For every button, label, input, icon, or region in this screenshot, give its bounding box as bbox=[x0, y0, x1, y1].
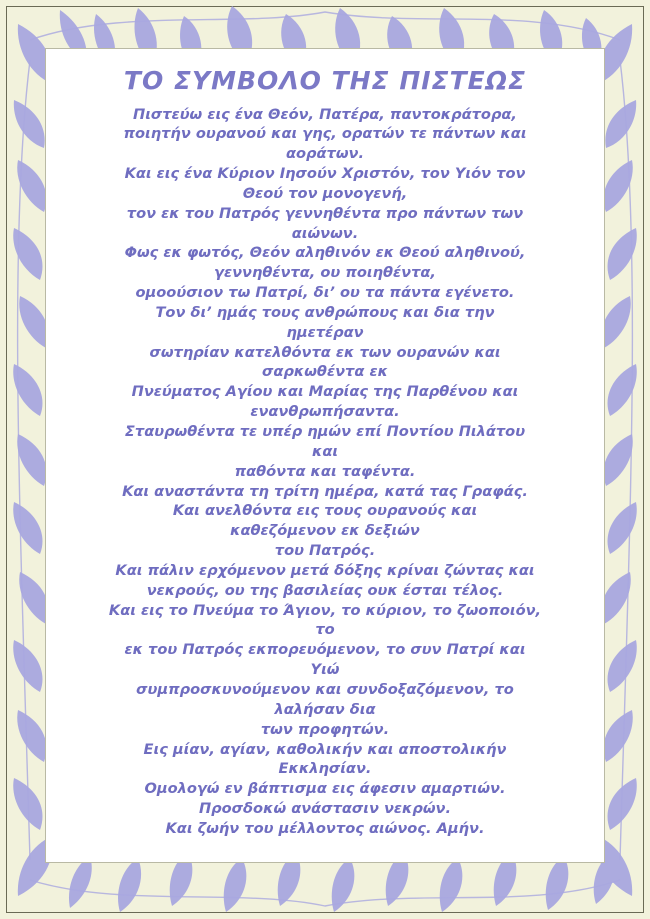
creed-line: του Πατρός. bbox=[274, 542, 376, 560]
creed-line: τον εκ του Πατρός γεννηθέντα προ πάντων των bbox=[126, 204, 524, 222]
creed-line: Και εις το Πνεύμα το Άγιον, το κύριον, το ζωοποιόν, bbox=[108, 601, 542, 619]
creed-line: Θεού τον μονογενή, bbox=[242, 184, 408, 202]
creed-line: Τον δι’ ημάς τους ανθρώπους και δια την bbox=[155, 303, 495, 321]
creed-line: το bbox=[315, 621, 335, 639]
creed-line: Σταυρωθέντα τε υπέρ ημών επί Ποντίου Πιλάτου bbox=[124, 423, 526, 440]
creed-line: αοράτων. bbox=[285, 145, 364, 163]
creed-card bbox=[45, 48, 605, 863]
creed-line: Πιστεύω εις ένα Θεόν, Πατέρα, παντοκράτορα, bbox=[133, 105, 517, 123]
creed-line: Φως εκ φωτός, Θεόν αληθινόν εκ Θεού αληθινού, bbox=[124, 244, 526, 262]
creed-line: γεννηθέντα, ου ποιηθέντα, bbox=[214, 264, 436, 282]
creed-line: Και αναστάντα τη τρίτη ημέρα, κατά τας Γραφάς. bbox=[122, 482, 528, 500]
creed-line: Εις μίαν, αγίαν, καθολικήν και αποστολικήν bbox=[143, 740, 507, 758]
creed-line: σωτηρίαν κατελθόντα εκ των ουρανών και bbox=[149, 343, 501, 361]
creed-line: και bbox=[311, 442, 339, 460]
creed-line: Και εις ένα Κύριον Ιησούν Χριστόν, τον Υιόν τον bbox=[124, 165, 526, 183]
creed-line: Προσδοκώ ανάστασιν νεκρών. bbox=[198, 800, 452, 818]
creed-line: ενανθρωπήσαντα. bbox=[250, 403, 400, 421]
creed-line: λαλήσαν δια bbox=[274, 700, 376, 718]
page-title: ΤΟ ΣΥΜΒΟΛΟ ΤΗΣ ΠΙΣΤΕΩΣ bbox=[123, 66, 527, 95]
creed-line: ομοούσιον τω Πατρί, δι’ ου τα πάντα εγένετο. bbox=[135, 284, 515, 302]
creed-text bbox=[62, 105, 588, 839]
creed-line: ημετέραν bbox=[286, 323, 364, 341]
creed-line: σαρκωθέντα εκ bbox=[262, 363, 388, 381]
creed-line: Υιώ bbox=[310, 661, 340, 679]
creed-line: Και ανελθόντα εις τους ουρανούς και bbox=[172, 502, 478, 520]
creed-line: παθόντα και ταφέντα. bbox=[234, 462, 416, 480]
creed-line: καθεζόμενον εκ δεξιών bbox=[230, 522, 420, 540]
creed-line: Πνεύματος Αγίου και Μαρίας της Παρθένου και bbox=[131, 383, 519, 401]
creed-line: Και πάλιν ερχόμενον μετά δόξης κρίναι ζώντας και bbox=[115, 561, 535, 579]
creed-line: εκ του Πατρός εκπορευόμενον, το συν Πατρί και bbox=[124, 641, 526, 659]
creed-line: Και ζωήν του μέλλοντος αιώνος. Αμήν. bbox=[165, 819, 485, 837]
creed-line: των προφητών. bbox=[260, 720, 390, 738]
creed-line: Εκκλησίαν. bbox=[278, 760, 372, 778]
creed-line: νεκρούς, ου της βασιλείας ουκ έσται τέλος. bbox=[146, 581, 504, 599]
creed-line: ποιητήν ουρανού και γης, ορατών τε πάντων και bbox=[123, 125, 527, 143]
creed-line: συμπροσκυνούμενον και συνδοξαζόμενον, το bbox=[136, 680, 514, 698]
creed-line: αιώνων. bbox=[291, 224, 359, 242]
creed-line: Ομολογώ εν βάπτισμα εις άφεσιν αμαρτιών. bbox=[144, 780, 506, 798]
